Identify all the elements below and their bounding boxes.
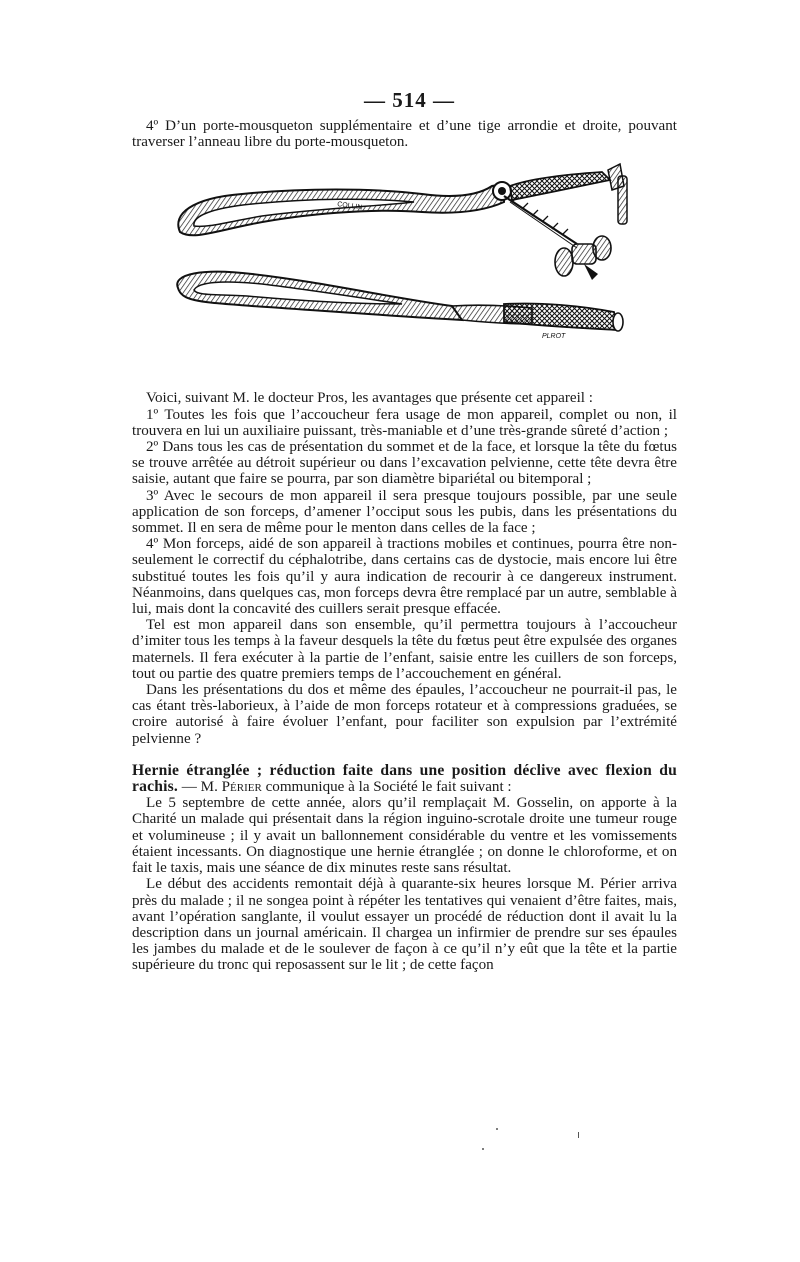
print-speck bbox=[578, 1132, 579, 1138]
paragraph-5: 4º Mon forceps, aidé de son appareil à tractions mobiles et continues, pourra être non-seulement le correctif du céphalotribe, dans certains cas de dystocie, mais encore lui être substitué toutes les fois qu’il y aura indication de recourir à ce dangereux instrument. Néanmoins, dans quelques cas, mon forceps devra être remplacé par un autre, semblable à lui, mais dont la concavité des cuillers serait presque effacée. bbox=[132, 536, 677, 618]
traction-rod bbox=[504, 196, 611, 280]
section-heading-title: Hernie étranglée ; réduction faite dans une position déclive avec flexion du rachis. bbox=[132, 761, 677, 796]
book-page bbox=[132, 88, 677, 974]
paragraph-1: Voici, suivant M. le docteur Pros, les avantages que présente cet appareil : bbox=[146, 390, 593, 407]
print-speck bbox=[496, 1128, 498, 1130]
page-number: — 514 — bbox=[364, 88, 455, 112]
maker-mark-lower: PLROT bbox=[542, 333, 566, 341]
maker-mark-upper: COLLIN bbox=[336, 201, 363, 212]
section-paragraph-1: Le 5 septembre de cette année, alors qu’il remplaçait M. Gosselin, on apporte à la Charité un malade qui présentait dans la région inguino-scrotale droite une tumeur rouge et volumineuse ; il y avait un ballonnement considérable du ventre et les vomissements étaient incessants. On diagnostique une hernie étranglée ; on donne le chloroforme, et on fait le taxis, mais une séance de dix minutes reste sans résultat. bbox=[132, 795, 677, 877]
lower-forceps-blade bbox=[177, 272, 462, 320]
upper-forceps-blade bbox=[178, 184, 504, 235]
forceps-illustration bbox=[132, 156, 677, 386]
section-heading-rest: communique à la Société le fait suivant : bbox=[261, 779, 512, 796]
paragraph-7: Dans les présentations du dos et même des épaules, l’accoucheur ne pourrait-il pas, le cas étant très-laborieux, à l’aide de mon forceps rotateur et à compressions graduées, se croire autorisé à faire évoluer l’enfant, pour faciliter son expulsion par l’extrémité pelvienne ? bbox=[132, 682, 677, 747]
section-heading-dash: — M. bbox=[178, 779, 222, 796]
section-spacer bbox=[132, 747, 677, 763]
intro-item: 4º D’un porte-mousqueton supplémentaire et d’une tige arrondie et droite, pouvant traverser l’anneau libre du porte-mousqueton. bbox=[132, 118, 677, 151]
forceps-engraving bbox=[132, 156, 677, 386]
section-paragraph-2: Le début des accidents remontait déjà à quarante-six heures lorsque M. Périer arriva près du malade ; il ne songea point à répéter les tentatives qui venaient d’être faites, mais, avant l’opération sanglante, il voulut essayer un procédé de réduction dont il avait lu la description dans un journal américain. Il chargea un infirmier de prendre sur ses épaules les jambes du malade et de le soulever de façon à ce qu’il n’y eût que la tête et la partie supérieure du tronc qui reposassent sur le lit ; de cette façon bbox=[132, 876, 677, 974]
paragraph-3: 2º Dans tous les cas de présentation du sommet et de la face, et lorsque la tête du fœtus se trouve arrêtée au détroit supérieur ou dans l’excavation pelvienne, cette tête devra être saisie, autant que faire se pourra, par son diamètre bipariétal ou bitemporal ; bbox=[132, 439, 677, 488]
paragraph-6: Tel est mon appareil dans son ensemble, qu’il permettra toujours à l’accoucheur d’imiter tous les temps à la faveur desquels la tête du fœtus peut être expulsée des organes maternels. Il fera exécuter à la partie de l’enfant, saisie entre les cuillers de son forceps, tout ou partie des quatre premiers temps de l’accouchement en général. bbox=[132, 617, 677, 682]
section-heading-author: Périer bbox=[221, 779, 262, 796]
section-heading bbox=[132, 763, 677, 795]
paragraph-4: 3º Avec le secours de mon appareil il sera presque toujours possible, par une seule application de son forceps, d’amener l’occiput sous les pubis, dans les présentations du sommet. Il en sera de même pour le menton dans celles de la face ; bbox=[132, 487, 677, 537]
lower-forceps-handle bbox=[452, 304, 623, 341]
paragraph-2: 1º Toutes les fois que l’accoucheur fera usage de mon appareil, complet ou non, il trouvera en lui un auxiliaire puissant, très-maniable et d’une très-grande sûreté d’action ; bbox=[132, 406, 677, 439]
print-speck bbox=[482, 1148, 484, 1150]
upper-forceps-handle bbox=[493, 164, 627, 224]
